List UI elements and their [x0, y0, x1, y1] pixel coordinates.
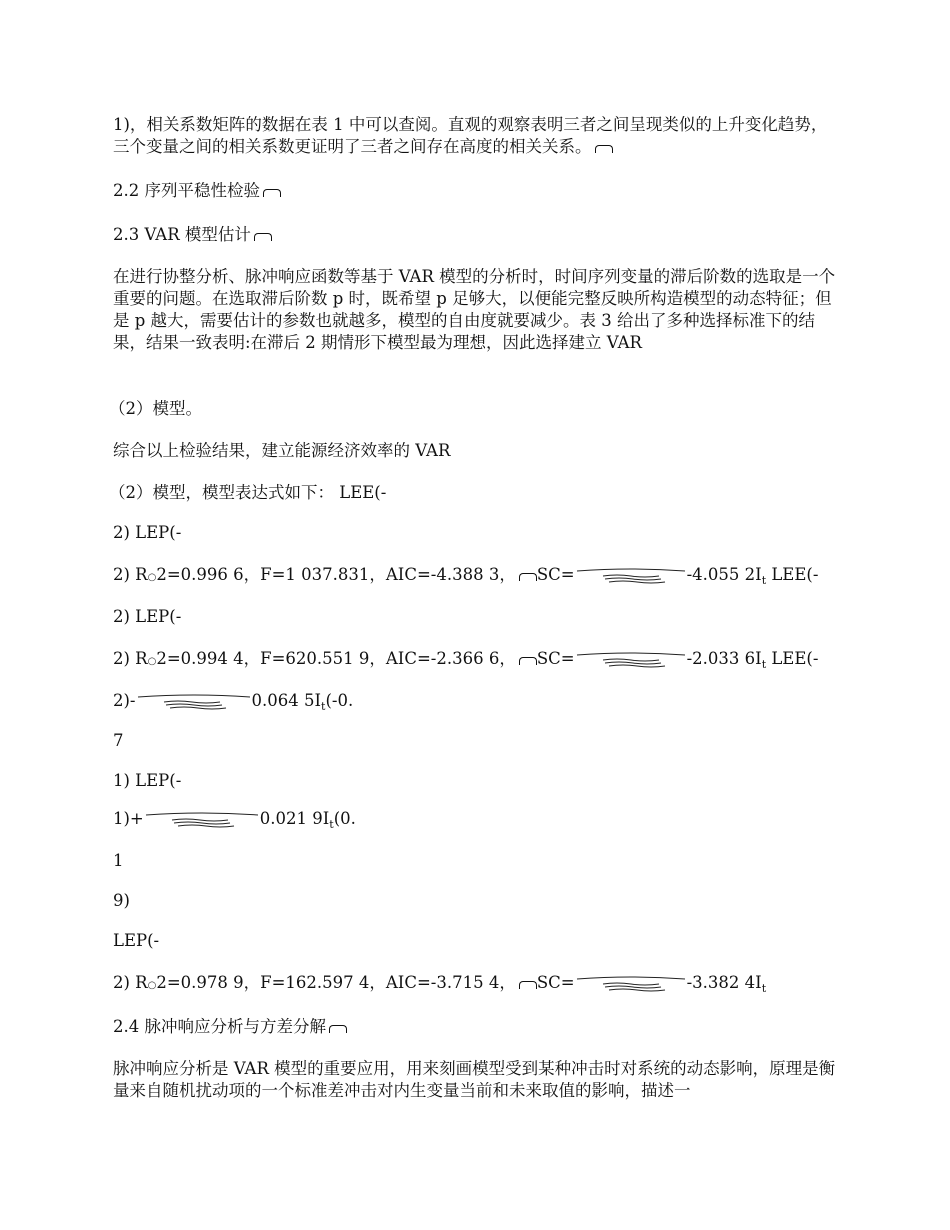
equation-line-5: 2) R○2=0.978 9，F=162.597 4，AIC=-3.715 4， SC= -3.382 $4I_t$ — [113, 973, 767, 995]
wave-line-icon — [136, 694, 252, 710]
paragraph-lag-selection: 在进行协整分析、脉冲响应函数等基于 VAR 模型的分析时，时间序列变量的滞后阶数的选取是一个重要的问题。在选取滞后阶数 p 时，既希望 p 足够大，以便能完整反映所构造模型的动态特征；但是 p 越大，需要估计的参数也就越多，模型的自由度就要减少。表 3 给出了多种选择标准下的结果，结果一致表明:在滞后 2 期情形下模型最为理想，因此选择建立 VAR — [113, 267, 836, 352]
paragraph-mark-icon — [519, 657, 537, 665]
equation-line-3: 2)- 0.064 $5I_t(-0$. — [113, 691, 354, 713]
paragraph-mark-icon — [254, 233, 272, 241]
text-line-1: 1 — [113, 851, 124, 870]
equation-line-1: 2) R○2=0.996 6，F=1 037.831，AIC=-4.388 3， SC= -4.055 $2I_t$ LEE(- — [113, 565, 819, 587]
text-line-model: （2）模型。 — [109, 399, 202, 418]
text-line-lep: LEP(- — [113, 931, 160, 950]
text-line-1lep: 1) LEP(- — [113, 771, 182, 790]
section-heading-2-2: 2.2 序列平稳性检验 — [113, 180, 281, 202]
wave-line-icon — [575, 652, 687, 668]
text-line-2lep-a: 2) LEP(- — [113, 523, 182, 542]
paragraph-mark-icon — [263, 189, 281, 197]
section-heading-2-3: 2.3 VAR 模型估计 — [113, 224, 272, 246]
paragraph-mark-icon — [519, 573, 537, 581]
section-heading-2-4: 2.4 脉冲响应分析与方差分解 — [113, 1016, 347, 1038]
text-line-7: 7 — [113, 731, 124, 750]
text-line-model-expression: （2）模型，模型表达式如下： LEE(- — [109, 483, 387, 502]
paragraph-impulse-response: 脉冲响应分析是 VAR 模型的重要应用，用来刻画模型受到某种冲击时对系统的动态影响，原理是衡量来自随机扰动项的一个标准差冲击对内生变量当前和未来取值的影响，描述一 — [113, 1059, 836, 1100]
equation-line-4: 1)+ 0.021 $9I_t(0$. — [113, 809, 356, 831]
equation-line-2: 2) R○2=0.994 4，F=620.551 9，AIC=-2.366 6， SC= -2.033 $6I_t$ LEE(- — [113, 649, 819, 671]
wave-line-icon — [575, 568, 687, 584]
paragraph-mark-icon — [329, 1025, 347, 1033]
wave-line-icon — [144, 812, 260, 828]
text-line-combine: 综合以上检验结果，建立能源经济效率的 VAR — [113, 441, 451, 460]
text-line-2lep-b: 2) LEP(- — [113, 607, 182, 626]
paragraph-mark-icon — [519, 981, 537, 989]
wave-line-icon — [575, 976, 687, 992]
paragraph-correlation: 1)，相关系数矩阵的数据在表 1 中可以查阅。直观的观察表明三者之间呈现类似的上升变化趋势，三个变量之间的相关系数更证明了三者之间存在高度的相关关系。 — [113, 115, 828, 156]
paragraph-mark-icon — [595, 145, 613, 153]
text-line-9: 9) — [113, 891, 130, 910]
